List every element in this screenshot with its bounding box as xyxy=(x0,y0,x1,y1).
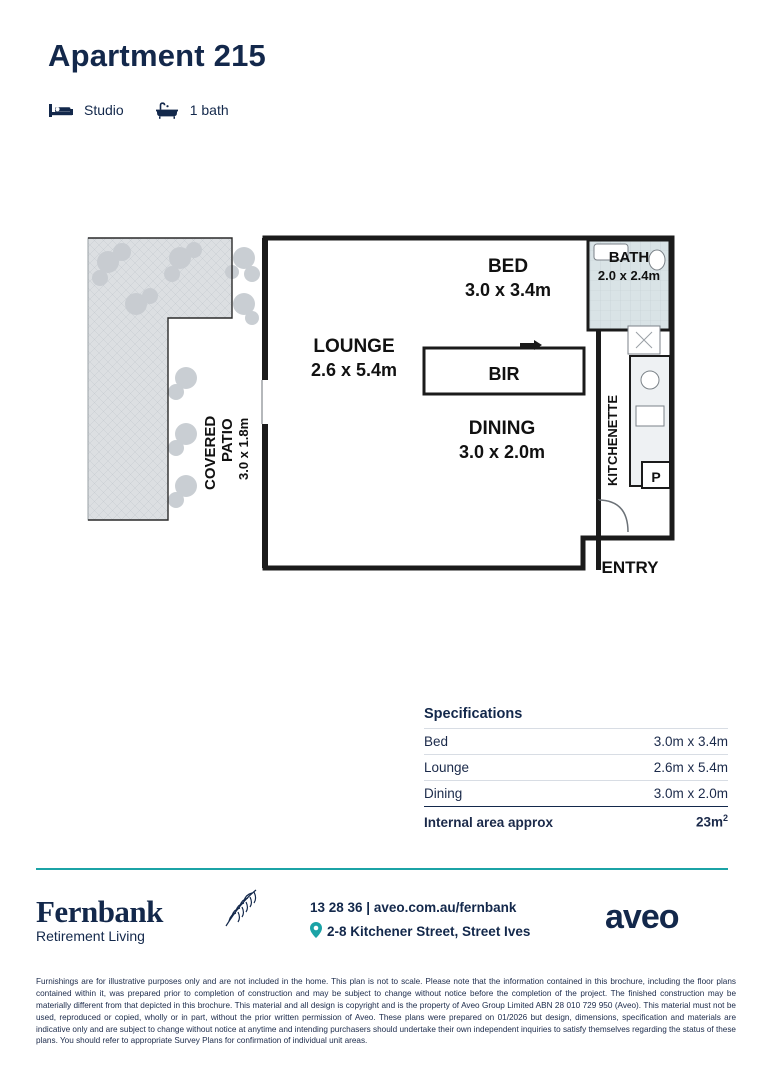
specifications-panel xyxy=(424,706,728,835)
svg-text:BED: BED xyxy=(487,256,529,277)
spec-label: Dining xyxy=(424,786,463,801)
svg-text:PATIO: PATIO xyxy=(219,418,236,462)
specifications-heading: Specifications xyxy=(424,706,523,722)
brand-name: Fernbank xyxy=(36,894,163,929)
svg-text:P: P xyxy=(651,469,661,485)
disclaimer-text: Furnishings are for illustrative purposes only and are not included in the home. This plan is not to scale. Please note that the information contained in this brochure, including the floor plans contained within it, was prepared prior to completion of construction and may be subject to change without notice before the completion of the project. The finished construction may be materially different from that depicted in this brochure. This material and all design is copyright and is the property of Aveo Group Limited ABN 28 010 729 950 (Aveo). This material must not be used, reproduced or copied, wholly or in part, without the prior written permission of Aveo. These plans were prepared on 01/2026 but design, dimensions, specification and materials are indicative only and are subject to change without notice at anytime and intending purchasers should undertake their own independent inquiries to satisfy themselves regarding the status of these plans. You should refer to appropriate Survey Plans for confirmation of individual unit areas. xyxy=(36,977,736,1046)
aveo-logo: aveo xyxy=(605,898,679,936)
property-meta xyxy=(48,100,229,120)
svg-text:2.6 x 5.4m: 2.6 x 5.4m xyxy=(310,360,398,380)
spec-label: Lounge xyxy=(424,760,470,775)
address-text: 2-8 Kitchener Street, Street Ives xyxy=(327,924,531,939)
address-line xyxy=(310,922,530,941)
svg-text:DINING: DINING xyxy=(468,418,536,439)
contact-block xyxy=(310,900,530,941)
bath-icon xyxy=(154,100,180,120)
svg-text:LOUNGE: LOUNGE xyxy=(313,336,395,357)
fernbank-logo xyxy=(36,894,163,944)
footer-divider xyxy=(36,868,728,870)
page-title: Apartment 215 xyxy=(48,38,266,73)
spec-row xyxy=(424,754,728,780)
spec-row xyxy=(424,728,728,754)
svg-text:BATH: BATH xyxy=(608,249,650,266)
bath-label: 1 bath xyxy=(189,102,229,118)
spec-total-unit: 2 xyxy=(722,813,728,823)
location-pin-icon xyxy=(310,922,322,941)
svg-text:3.0 x 3.4m: 3.0 x 3.4m xyxy=(464,280,552,300)
svg-text:3.0 x 2.0m: 3.0 x 2.0m xyxy=(458,442,546,462)
svg-text:KITCHENETTE: KITCHENETTE xyxy=(605,395,620,486)
svg-text:3.0 x 1.8m: 3.0 x 1.8m xyxy=(236,417,251,480)
spec-total-row xyxy=(424,806,728,835)
phone-web[interactable]: 13 28 36 | aveo.com.au/fernbank xyxy=(310,900,517,915)
page-footer xyxy=(0,884,764,964)
brand-subtitle: Retirement Living xyxy=(36,928,145,944)
spec-value: 2.6m x 5.4m xyxy=(653,760,728,775)
spec-total-label: Internal area approx xyxy=(424,814,554,830)
spec-value: 3.0m x 2.0m xyxy=(653,786,728,801)
svg-text:ENTRY: ENTRY xyxy=(601,558,659,577)
spec-row xyxy=(424,780,728,806)
svg-text:COVERED: COVERED xyxy=(202,415,219,490)
svg-text:2.0 x 2.4m: 2.0 x 2.4m xyxy=(597,268,661,283)
svg-text:BIR: BIR xyxy=(488,364,520,384)
spec-label: Bed xyxy=(424,734,449,749)
floorplan-drawing xyxy=(0,200,764,650)
fern-leaf-icon xyxy=(216,886,262,935)
bed-label: Studio xyxy=(84,102,124,118)
spec-total-value: $23m^2$ xyxy=(695,813,728,830)
spec-value: 3.0m x 3.4m xyxy=(653,734,728,749)
bed-icon xyxy=(48,100,74,120)
